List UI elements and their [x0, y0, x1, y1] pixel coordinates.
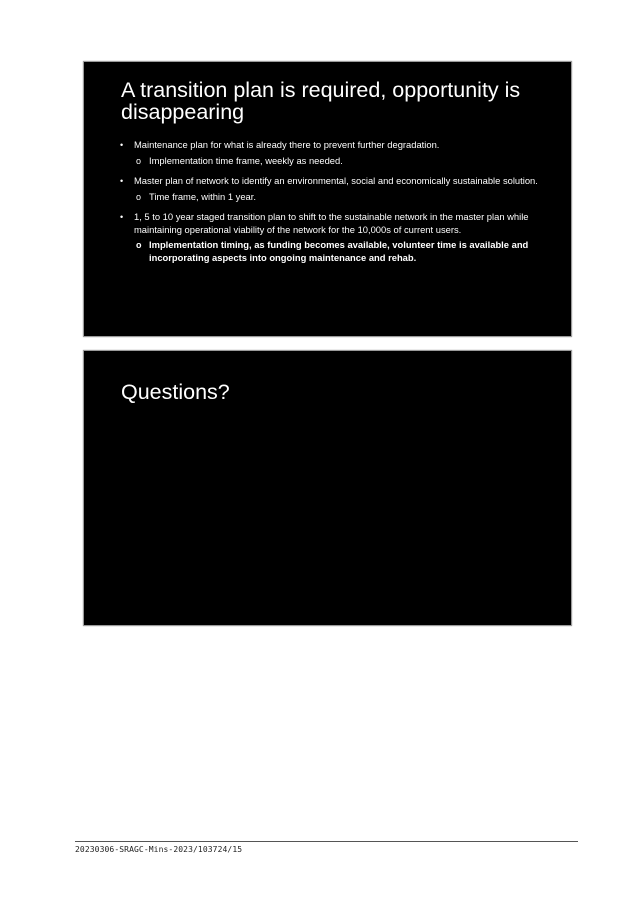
bullet-master-plan	[120, 175, 540, 203]
slide-questions	[83, 350, 572, 626]
bullet-dot-icon: •	[120, 176, 124, 186]
sub-bullet-text: Implementation timing, as funding becomes available, volunteer time is available and incorporating aspects into ongoing maintenance and rehab.	[149, 239, 529, 263]
slide-title: Questions?	[121, 380, 230, 404]
slide-transition-plan	[83, 61, 572, 337]
sub-bullet-icon: o	[136, 155, 142, 166]
slide-title: A transition plan is required, opportunity is disappearing	[121, 78, 521, 124]
sub-bullet	[134, 155, 540, 168]
sub-bullet-text: Implementation time frame, weekly as needed.	[149, 154, 343, 166]
sub-bullet-icon: o	[136, 191, 142, 202]
footer-divider	[75, 841, 578, 842]
bullet-text: 1, 5 to 10 year staged transition plan to shift to the sustainable network in the master plan while maintaining operational viability of the network for the 10,000s of current users.	[134, 211, 529, 235]
bullet-list	[120, 139, 540, 272]
sub-bullet	[134, 191, 540, 204]
bullet-text: Maintenance plan for what is already there to prevent further degradation.	[134, 139, 440, 150]
document-reference: 20230306-SRAGC-Mins-2023/103724/15	[75, 845, 243, 854]
bullet-staged-transition	[120, 211, 540, 264]
sub-bullet-icon: o	[136, 240, 142, 250]
bullet-maintenance-plan	[120, 139, 540, 167]
bullet-dot-icon: •	[120, 212, 124, 222]
bullet-dot-icon: •	[120, 140, 124, 150]
sub-bullet-text: Time frame, within 1 year.	[149, 190, 256, 202]
sub-bullet	[134, 239, 540, 264]
bullet-text: Master plan of network to identify an environmental, social and economically sustainable solution.	[134, 175, 538, 186]
